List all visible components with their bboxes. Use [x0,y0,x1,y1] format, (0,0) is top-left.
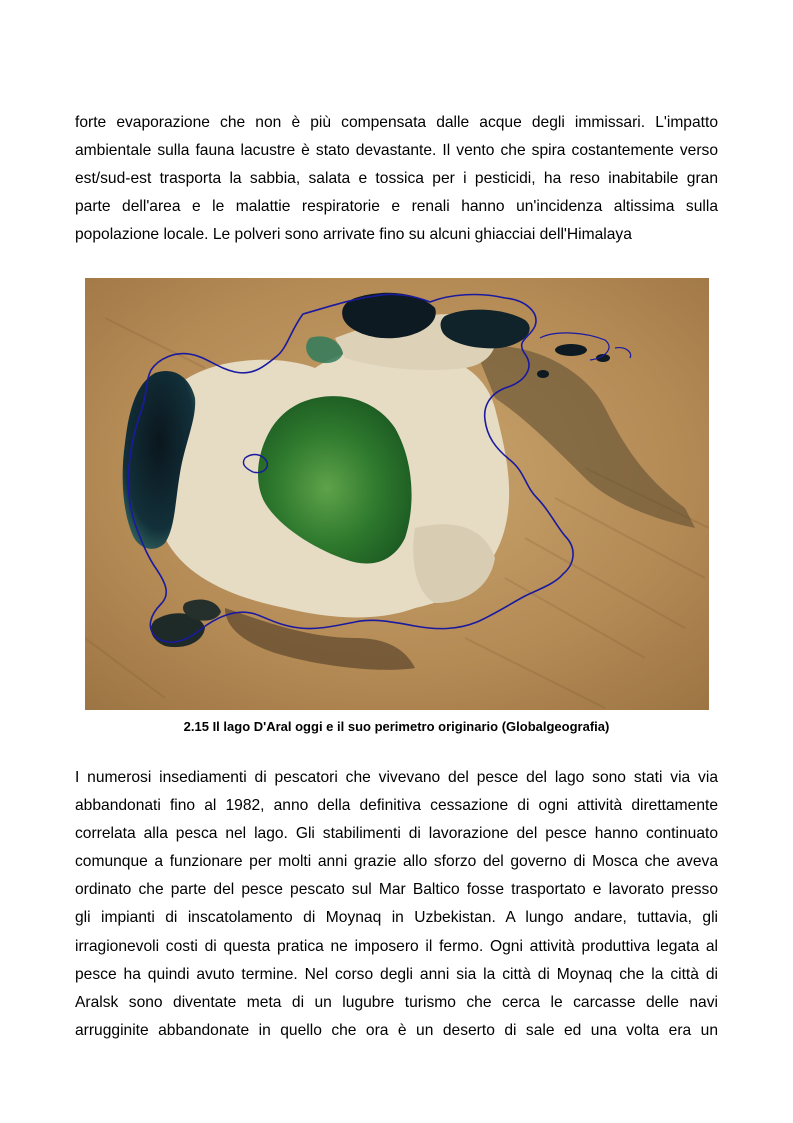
aral-sea-satellite-image [85,278,709,710]
text-line: I numerosi insediamenti di pescatori che vivevano del pesce del lago sono stati via via [75,769,718,786]
text-line: comunque a funzionare per molti anni grazie allo sforzo del governo di Mosca che aveva [75,853,718,871]
text-line: arrugginite abbandonate in quello che ora è un deserto di sale ed una volta era un [75,1021,718,1039]
text-line: est/sud-est trasporta la sabbia, salata e tossica per i pesticidi, ha reso inabitabile gran [75,170,718,188]
text-line: irragionevoli costi di questa pratica ne imposero il fermo. Ogni attività produttiva legata al [75,937,718,955]
top-paragraph [75,109,718,249]
small-lake [537,370,549,378]
text-line: pesce ha quindi avuto termine. Nel corso degli anni sia la città di Moynaq che la città di [75,965,718,983]
small-lake [555,344,587,356]
text-line: ordinato che parte del pesce pescato sul Mar Baltico fosse trasportato e lavorato presso [75,881,718,899]
text-line: forte evaporazione che non è più compensata dalle acque degli immissari. L'impatto [75,114,718,131]
text-line: popolazione locale. Le polveri sono arrivate fino su alcuni ghiacciai dell'Himalaya [75,226,632,244]
text-line: ambientale sulla fauna lacustre è stato devastante. Il vento che spira costantemente verso [75,142,718,160]
figure-caption: 2.15 Il lago D'Aral oggi e il suo perimetro originario (Globalgeografia) [183,719,610,734]
text-line: gli impianti di inscatolamento di Moynaq in Uzbekistan. A lungo andare, tuttavia, gli [75,909,718,927]
bottom-paragraph [75,764,718,1045]
text-line: Aralsk sono diventate meta di un lugubre turismo che cerca le carcasse delle navi [75,993,718,1011]
text-line: abbandonati fino al 1982, anno della definitiva cessazione di ogni attività direttamente [75,797,718,815]
text-line: correlata alla pesca nel lago. Gli stabilimenti di lavorazione del pesce hanno continuato [75,825,718,843]
text-line: parte dell'area e le malattie respiratorie e renali hanno un'incidenza altissima sulla [75,198,718,216]
